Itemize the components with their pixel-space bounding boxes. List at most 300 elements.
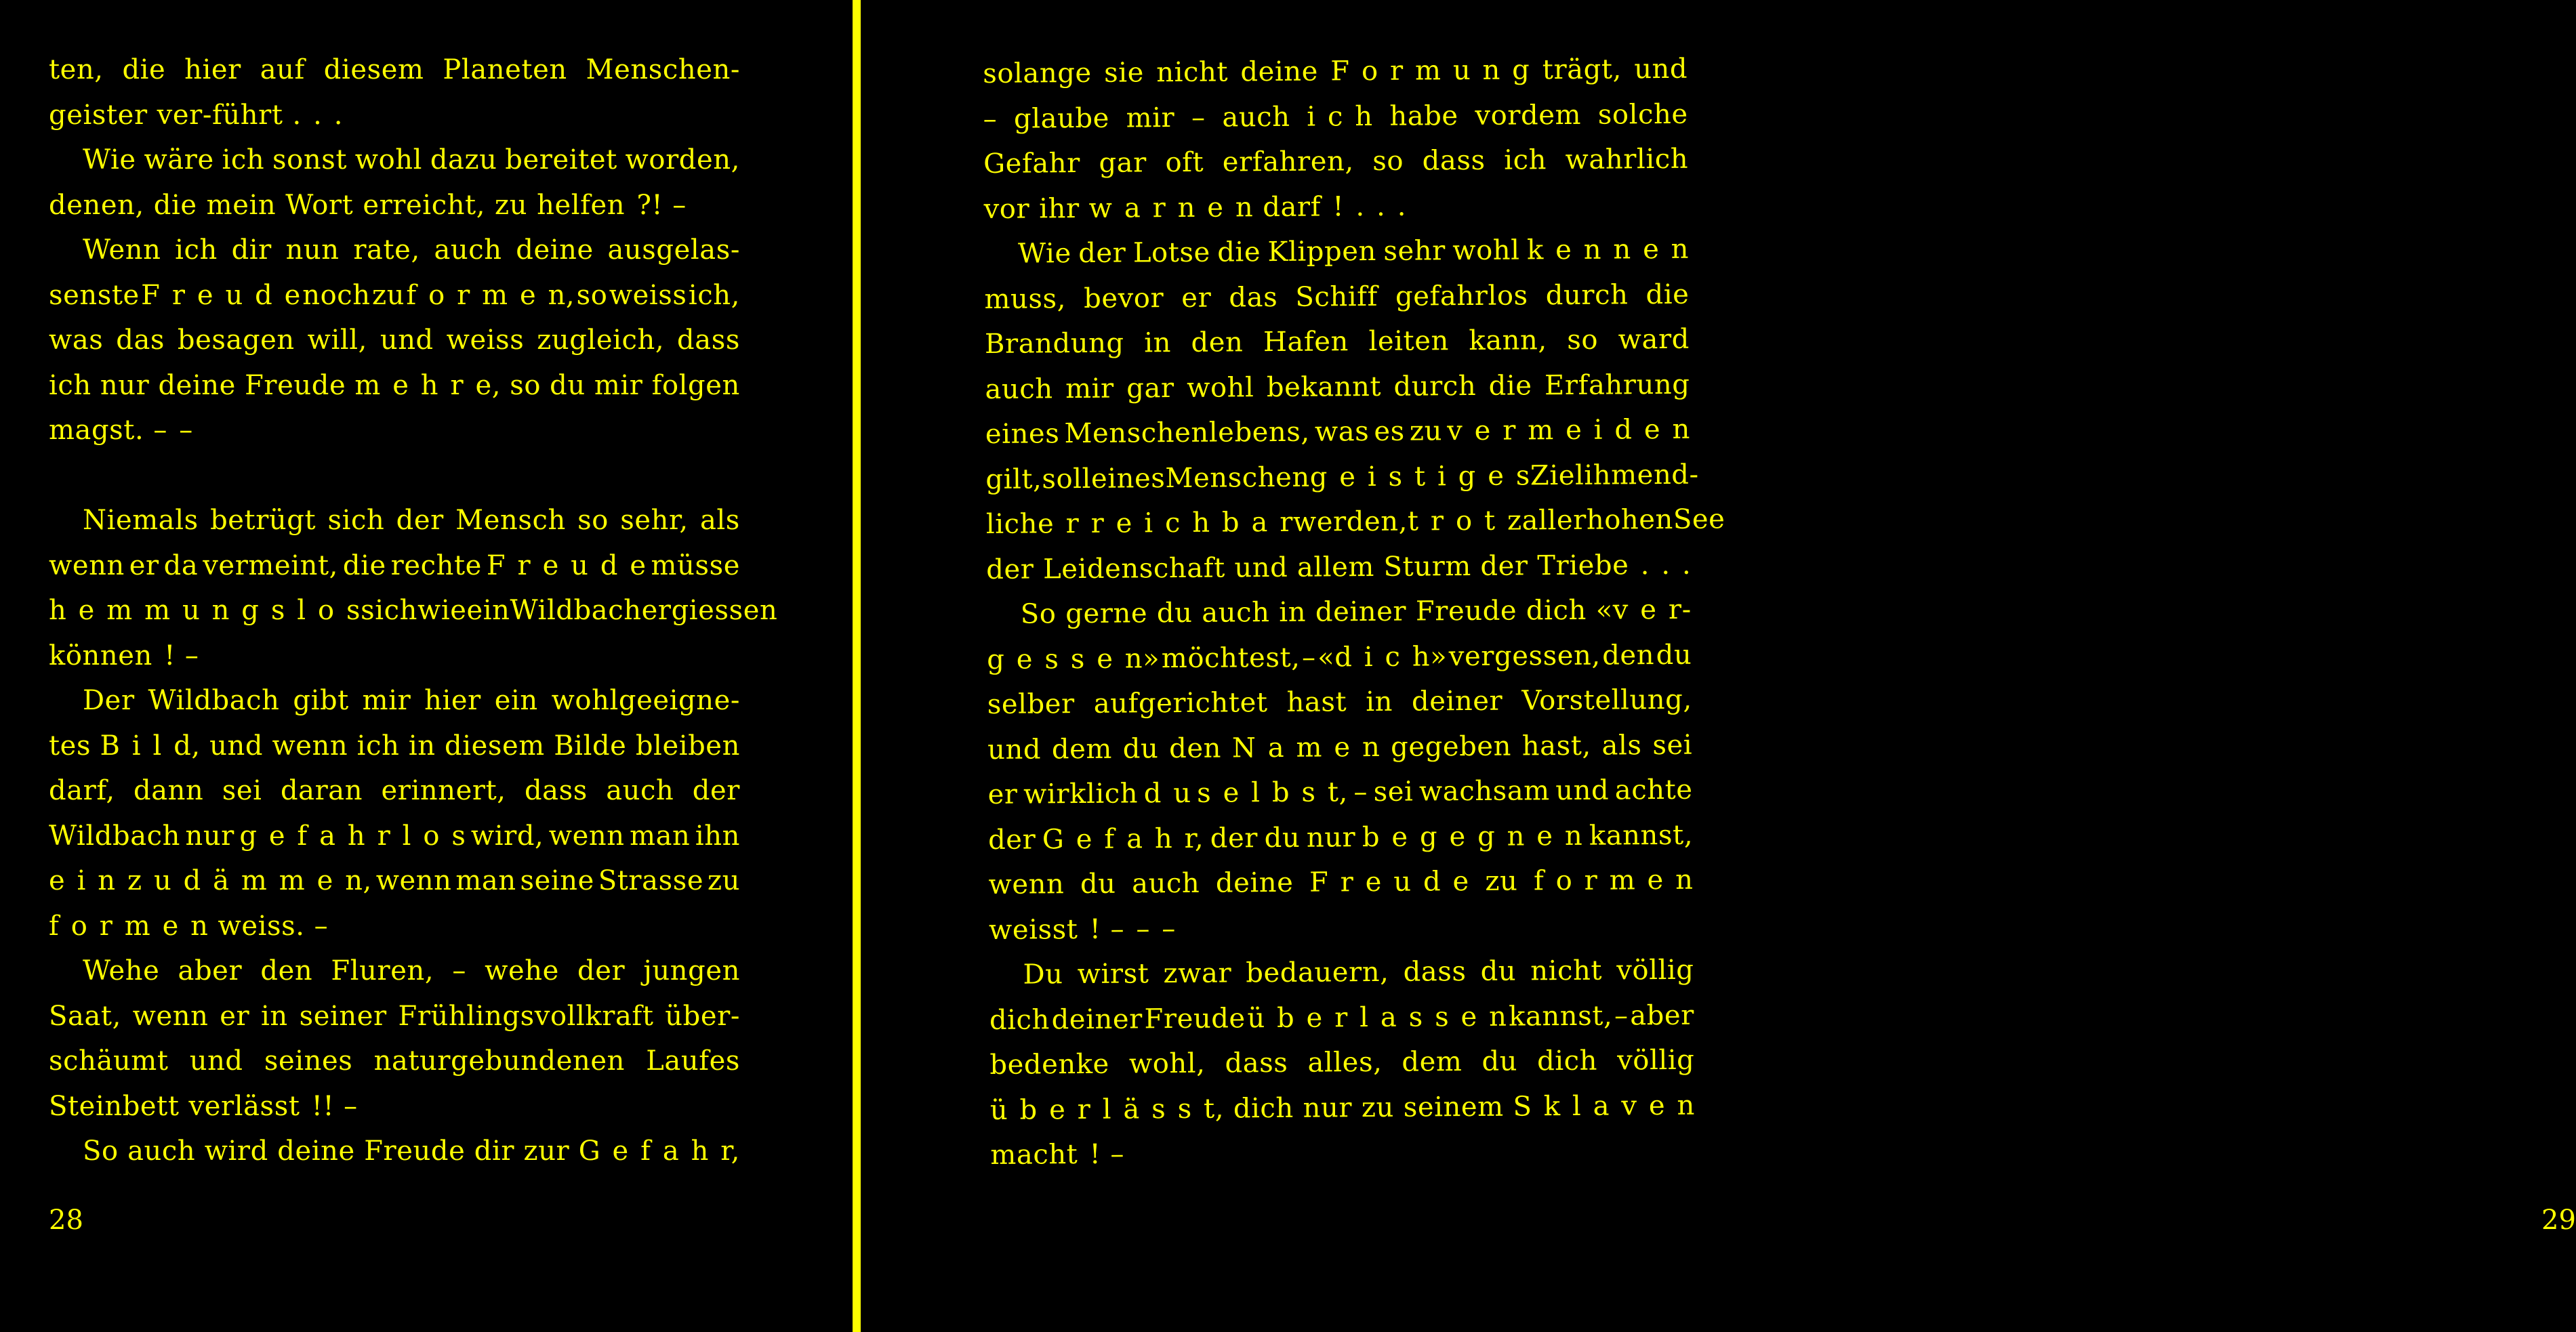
word: wenn [988,869,1065,900]
word: mir [1126,102,1175,134]
word: in [408,730,436,762]
word: muss, [984,283,1067,315]
word: Laufes [646,1045,740,1077]
word: S k l a v e n [1513,1089,1696,1123]
word: das [1229,281,1278,313]
word: oft [1165,146,1204,179]
word: Klippen [1267,235,1377,268]
text-line [49,949,740,994]
word: ich, [688,279,740,311]
word: in [1144,327,1172,359]
word: und [1234,551,1288,583]
word: wenn [375,865,452,896]
text-line [987,632,1692,682]
word: g e s s e n» [987,642,1160,675]
word: daran [280,775,363,806]
word: ward [1618,323,1690,356]
word: wohl [1186,371,1254,404]
text-line [987,678,1692,728]
text-line [49,228,740,273]
word: soll [1042,463,1092,495]
word: wird [204,1136,268,1167]
text-line [49,633,740,679]
text-line [990,1083,1695,1133]
word: völlig [1616,954,1694,986]
word: diesem [323,54,424,85]
word: die [1488,369,1532,402]
word: Hafen [1263,326,1349,358]
word: aber [1630,999,1695,1031]
word: dann [134,775,204,806]
word: den [1169,732,1222,764]
word: dass [677,325,740,356]
text-line [984,272,1689,322]
word: – [452,955,466,986]
word: so [576,279,608,311]
word: Wildbach [148,685,280,716]
word: über- [665,1000,740,1032]
word: – [314,910,329,942]
word: wohlgeeigne- [551,685,740,716]
word: b e g e g n e n [1362,820,1583,853]
word: dass [1225,1047,1288,1079]
word: Leidenschaft [1042,552,1225,585]
word: worden, [625,144,740,175]
word: der [986,553,1034,585]
word: kann, [1469,325,1547,357]
word: bleiben [635,730,740,762]
word: Wildbach [510,595,642,626]
page-number-left: 28 [49,1205,83,1236]
word: macht ! [990,1138,1101,1171]
word: zu [1485,865,1518,897]
word: k e n n e n [1526,233,1690,266]
word: wirklich [1023,778,1139,810]
word: der [1210,822,1259,854]
word: wohl [354,144,423,175]
word: auch [1222,101,1290,133]
word: Wie [83,144,136,175]
text-line [49,408,740,453]
word: bedauern, [1246,956,1389,989]
text-line [985,407,1690,457]
word: erinnert, [381,775,506,806]
word: müsse [651,549,740,581]
word: wenn [272,730,348,762]
word: «d i c h» [1317,640,1448,673]
page-number-right: 29 [2541,1205,2576,1236]
word: hier [424,685,481,716]
word: rate, [353,234,420,266]
word: gar [1099,147,1147,179]
word: sehr [1383,235,1446,267]
word: mein [206,189,277,221]
right-page [874,0,2576,1332]
word: jungen [643,955,740,986]
word: deine [277,1136,355,1167]
word: – [184,640,199,671]
text-line [49,1039,740,1084]
word: nur [1306,821,1356,854]
word: dazu [430,144,497,175]
word: er [987,778,1018,810]
word: See [1673,503,1725,535]
word: Erfahrung [1544,369,1690,401]
word: diesem [444,730,545,762]
word: du [1156,597,1193,629]
word: kannst, [1509,1000,1613,1033]
word: ihr [1039,192,1080,224]
text-line [49,47,740,93]
word: mir [1065,373,1114,404]
word: deine [1240,56,1319,88]
word: ver-führt [157,99,283,131]
word: eines [1090,462,1166,495]
word: Du [1023,959,1063,991]
word: so [577,505,609,536]
word: zur [523,1136,570,1167]
text-line [987,722,1692,772]
word: Wenn [83,234,161,266]
word: f o r m e n, [406,279,575,311]
left-page-text [49,47,778,1174]
word: – [672,189,687,221]
word: dass [524,775,588,806]
word: ich [222,144,265,175]
word: du [1080,868,1116,900]
word: ich [1504,144,1547,176]
word: vergessen, [1448,640,1601,672]
word: Wehe [83,955,160,986]
word: trägt, [1542,54,1622,86]
word: noch [302,279,371,311]
word: dich [1536,1045,1598,1077]
word: nur [1303,1091,1353,1124]
text-line [49,858,740,904]
word: wohl [1452,234,1520,267]
word: Triebe . . . [1537,549,1692,581]
word: sie [1103,57,1145,89]
word: ausgelas- [607,234,740,266]
word: du [1656,639,1692,671]
word: zu [495,189,528,221]
word: seinem [1403,1091,1504,1123]
word: Wildbach [49,820,181,852]
word: gefahrlos [1395,279,1528,312]
word: F o r m u n g [1330,54,1530,87]
word: in [1279,596,1307,628]
word: achte [1614,774,1693,806]
word: G e f a h r, [1042,823,1204,855]
word: So [83,1136,119,1167]
word: F r e u d e [141,279,301,311]
word: bedenke [989,1048,1110,1081]
word: – – [153,415,193,446]
text-line [49,724,740,769]
word: gar [1126,372,1174,404]
word: durch [1545,278,1629,311]
word: da [163,549,199,581]
text-line [987,587,1692,638]
word: die [153,189,197,221]
word: auch [606,775,674,806]
word: Strasse [598,865,704,896]
word: die [1217,236,1261,268]
word: ihm [1584,459,1637,491]
word: mir [362,685,411,716]
word: e i n z u d ä m m e n, [49,865,372,896]
word: dem [1051,733,1113,765]
word: zu [372,279,405,311]
word: – [1110,1138,1125,1170]
word: dass [1403,956,1467,988]
word: h e m m u n g s l o s [49,595,361,626]
word: «v e r- [1595,594,1692,626]
word: seiner [299,1000,387,1032]
word: selber [987,688,1075,720]
word: seine [520,865,594,896]
word: dir [231,234,272,266]
text-line [49,273,740,318]
word: du [1480,955,1517,987]
word: aber [178,955,243,986]
word: auch [127,1136,196,1167]
word: gegeben [1391,730,1512,763]
word: hohen [1586,503,1674,536]
text-line [49,1129,740,1174]
word: – [344,1090,358,1122]
word: nur [100,369,150,401]
word: zugleich, [537,325,665,356]
text-line [49,994,740,1039]
word: man [630,820,691,852]
text-line [989,948,1694,998]
word: g e f a h r l o s [239,820,466,852]
word: nicht [1530,955,1603,987]
text-line [984,227,1689,277]
word: den [1602,639,1655,671]
text-line [983,137,1688,187]
word: will, [307,325,367,356]
text-line [985,362,1690,412]
word: folgen [651,369,740,401]
text-line [49,1084,740,1129]
word: dem [1402,1046,1463,1078]
word: was [49,325,104,356]
word: F r e u d e [486,549,647,581]
word: zwar [1163,957,1232,990]
word: Niemals [83,505,199,536]
word: die [1645,278,1690,310]
word: v e r m e i d e n [1446,413,1691,447]
word: vor [983,193,1030,225]
word: B i l d, [100,730,201,762]
word: deiner [1051,1003,1143,1035]
word: gilt, [985,463,1042,495]
word: ü b e r l ä s s t, [989,1093,1225,1126]
word: deiner [1315,596,1407,628]
left-page [0,0,847,1332]
word: i c h [1307,100,1373,133]
word: Wie [1017,238,1071,270]
text-line [49,678,740,724]
word: G e f a h r, [578,1136,740,1167]
text-line [49,588,778,633]
word: hier [184,54,241,85]
word: wenn [548,820,625,852]
word: gerne [1065,598,1148,630]
word: so [1372,145,1404,177]
text-line [49,543,740,589]
word: kannst, [1589,819,1694,852]
word: s e l b s t, [1197,776,1349,809]
word: du [1122,732,1159,765]
text-line [49,318,740,363]
word: den [1191,327,1244,358]
word: und [1634,53,1688,85]
word: hast, [1521,730,1591,762]
word: So [1020,598,1057,630]
book-gutter [846,0,876,1332]
word: sehr, [620,505,689,536]
word: Fluren, [331,955,434,986]
word: Lotse [1132,236,1210,269]
word: ich [175,234,218,266]
word: habe [1389,100,1458,132]
text-line [983,47,1688,97]
word: der [1480,549,1528,582]
text-line [987,768,1692,818]
text-line [988,858,1693,908]
word: möchtest, [1161,642,1301,674]
word: Der [83,685,135,716]
word: als [1601,729,1642,762]
word: Bilde [554,730,627,762]
word: allem [1296,551,1375,583]
word: der [577,955,626,986]
word: – [1191,102,1206,133]
word: deine [1215,867,1294,899]
word: dass [1422,144,1486,177]
word: werden, [1292,505,1408,538]
text-line [49,138,740,183]
word: wachsam [1418,775,1550,808]
word: können ! [49,640,176,671]
word: Freude [364,1136,466,1167]
word: darf, [49,775,115,806]
word: Ziel [1530,459,1585,491]
word: wahrlich [1565,143,1689,176]
word: f o r m e n [49,910,209,942]
word: Menschenlebens, [1064,416,1310,450]
word: e r r e i c h b a r [1037,506,1294,540]
word: so [510,369,541,401]
word: das [116,325,165,356]
word: tes [49,730,91,762]
word: schäumt [49,1045,169,1077]
text-line [983,182,1688,232]
word: geister [49,99,148,131]
word: darf ! . . . [1263,190,1407,223]
word: end- [1637,459,1699,491]
word: ihn [695,820,740,852]
word: in [261,1000,288,1032]
word: Gefahr [983,147,1081,180]
word: und [209,730,264,762]
word: seines [264,1045,353,1077]
word: und [189,1045,243,1077]
word: denen, [49,189,144,221]
word: d u [1143,777,1191,810]
word: auch [985,373,1053,405]
word: ein [466,595,510,626]
word: die [342,549,386,581]
word: so [1567,324,1599,356]
text-line [988,812,1693,862]
text-line [49,904,740,949]
word: naturgebundenen [373,1045,626,1077]
word: vermeint, [203,549,338,581]
word: wenn [49,549,125,581]
text-line [49,183,740,228]
word: verlässt !! [188,1090,335,1122]
text-line [989,993,1694,1043]
word: dich [989,1003,1050,1036]
word: bereitet [505,144,617,175]
word: mir [594,369,643,401]
word: f o r m e n [1533,864,1694,897]
word: ergiessen [641,595,778,626]
word: Brandung [984,327,1124,360]
word: sich [327,505,385,536]
word: weiss [609,279,687,311]
word: sei [1373,776,1414,808]
word: nur [185,820,234,852]
word: er [129,549,159,581]
word: helfen ?! [537,189,663,221]
word: Steinbett [49,1090,180,1122]
word: es [1374,415,1405,447]
word: auch [1131,867,1200,900]
word: – [1614,999,1629,1032]
word: g e i s t i g e s [1309,459,1531,493]
word: weisst ! [988,913,1101,946]
word: und [1555,774,1610,807]
word: Freude [1144,1002,1246,1035]
word: auch [434,234,502,266]
word: zu [707,865,740,896]
text-line [49,498,740,543]
word: zu [1361,1091,1395,1123]
word: w a r n e n [1088,191,1254,224]
word: weiss. [218,910,305,942]
text-line [989,1038,1694,1088]
word: bekannt [1266,371,1382,403]
word: leiten [1368,325,1450,358]
word: völlig [1616,1044,1695,1077]
text-line [986,542,1691,592]
word: senste [49,279,140,311]
word: ten, [49,54,104,85]
word: wenn [132,1000,209,1032]
word: Menschen- [586,54,740,85]
word: sonst [272,144,348,175]
word: der [1078,237,1126,270]
word: Frühlingsvollkraft [398,1000,654,1032]
word: wirst [1077,958,1149,991]
word: man [455,865,516,896]
word: rechte [390,549,482,581]
